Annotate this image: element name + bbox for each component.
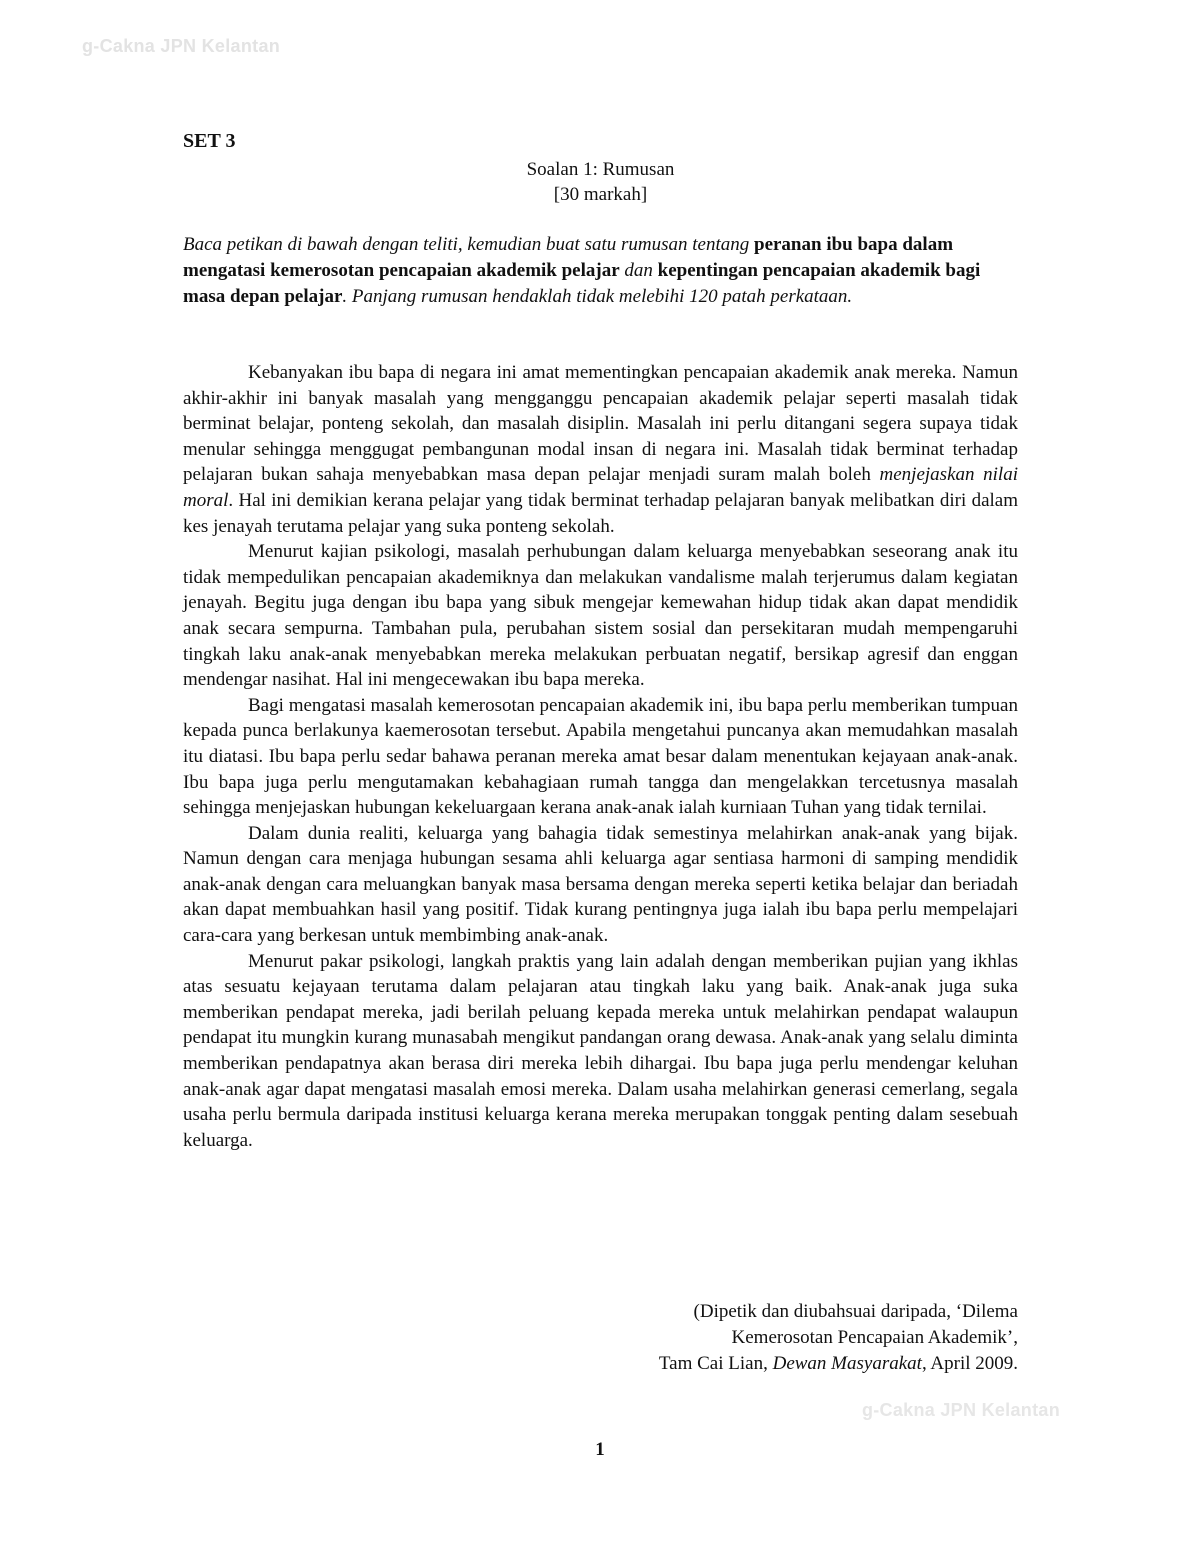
question-marks: [30 markah] bbox=[553, 184, 648, 205]
citation-line-2: Kemerosotan Pencapaian Akademik’, bbox=[731, 1327, 1018, 1348]
instruction-part3: dan bbox=[619, 260, 658, 281]
passage-p1-b: . Hal ini demikian kerana pelajar yang tidak berminat terhadap pelajaran banyak melibatkan diri dalam kes jenayah terutama pelajar yang suka ponteng sekolah. bbox=[183, 489, 1018, 537]
passage-paragraph-3: Bagi mengatasi masalah kemerosotan pencapaian akademik ini, ibu bapa perlu memberikan tumpuan kepada punca berlakunya kaemerosotan tersebut. Apabila mengetahui puncanya akan memudahkan masalah itu diatasi. Ibu bapa perlu sedar bahawa peranan mereka amat besar dalam menentukan kejayaan anak-anak. Ibu bapa juga perlu mengutamakan kebahagiaan rumah tangga dan mengelakkan tercetusnya masalah sehingga menjejaskan hubungan kekeluargaan kerana anak-anak ialah kurniaan Tuhan yang tidak ternilai. bbox=[183, 694, 1018, 819]
citation-line-3 bbox=[520, 1351, 1018, 1377]
question-header bbox=[183, 157, 1018, 207]
citation-author: Tam Cai Lian, bbox=[658, 1353, 773, 1374]
instruction-part1: Baca petikan di bawah dengan teliti, kemudian buat satu rumusan tentang bbox=[183, 234, 754, 255]
passage-paragraph-2: Menurut kajian psikologi, masalah perhubungan dalam keluarga menyebabkan seseorang anak itu tidak mempedulikan pencapaian akademiknya dan melakukan vandalisme malah terjerumus dalam kegiatan jenayah. Begitu juga dengan ibu bapa yang sibuk mengejar kemewahan hidup tidak akan dapat mendidik anak secara sempurna. Tambahan pula, perubahan sistem sosial dan persekitaran mudah mempengaruhi tingkah laku anak-anak menyebabkan mereka melakukan perbuatan negatif, bersikap agresif dan enggan mendengar nasihat. Hal ini mengecewakan ibu bapa mereka. bbox=[183, 541, 1018, 691]
passage-p1-emphasis: menjejaskan nilai moral bbox=[183, 464, 1018, 511]
instruction-part5: . Panjang rumusan hendaklah tidak melebihi 120 patah perkataan. bbox=[342, 286, 853, 307]
citation-date: , April 2009. bbox=[921, 1353, 1018, 1374]
instruction-topic2: kepentingan pencapaian akademik bagi masa depan pelajar bbox=[183, 260, 981, 307]
citation-line-1: (Dipetik dan diubahsuai daripada, ‘Dilema bbox=[693, 1301, 1018, 1322]
instruction bbox=[183, 232, 1018, 310]
question-title: Soalan 1: Rumusan bbox=[526, 159, 675, 180]
citation bbox=[520, 1299, 1018, 1377]
passage-paragraph-4: Dalam dunia realiti, keluarga yang bahagia tidak semestinya melahirkan anak-anak yang bijak. Namun dengan cara menjaga hubungan sesama ahli keluarga agar sentiasa harmoni di samping mendidik anak-anak dengan cara meluangkan banyak masa bersama dengan mereka seperti ketika belajar dan beriadah akan dapat membuahkan hasil yang positif. Tidak kurang pentingnya juga ialah ibu bapa perlu mempelajari cara-cara yang berkesan untuk membimbing anak-anak. bbox=[183, 822, 1018, 947]
passage bbox=[183, 360, 1018, 1153]
set-label: SET 3 bbox=[183, 130, 236, 152]
passage-paragraph-1 bbox=[183, 360, 1018, 539]
watermark-top: g-Cakna JPN Kelantan bbox=[82, 36, 281, 56]
passage-p1-a: Kebanyakan ibu bapa di negara ini amat mementingkan pencapaian akademik anak mereka. Namun akhir-akhir ini banyak masalah yang mengganggu pencapaian akademik pelajar seperti masalah tidak berminat belajar, ponteng sekolah, dan masalah disiplin. Masalah ini perlu ditangani segera supaya tidak menular sehingga menggugat pembangunan modal insan di negara ini. Masalah tidak berminat terhadap pelajaran bukan sahaja menyebabkan masa depan pelajar menjadi suram malah boleh bbox=[183, 362, 1018, 486]
instruction-topic1: peranan ibu bapa dalam mengatasi kemerosotan pencapaian akademik pelajar bbox=[183, 234, 954, 281]
page-number: 1 bbox=[595, 1439, 605, 1460]
passage-paragraph-5: Menurut pakar psikologi, langkah praktis yang lain adalah dengan memberikan pujian yang ikhlas atas sesuatu kejayaan terutama dalam pelajaran atau tingkah laku yang baik. Anak-anak juga suka memberikan pendapat mereka, jadi berilah peluang kepada mereka untuk melahirkan pendapat walaupun pendapat itu mungkin kurang munasabah mengikut pandangan orang dewasa. Anak-anak yang selalu diminta memberikan pendapatnya akan berasa diri mereka lebih dihargai. Ibu bapa juga perlu mendengar keluhan anak-anak agar dapat mengatasi masalah emosi mereka. Dalam usaha melahirkan generasi cemerlang, segala usaha perlu bermula daripada institusi keluarga kerana mereka merupakan tonggak penting dalam sesebuah keluarga. bbox=[183, 950, 1018, 1151]
watermark-bottom: g-Cakna JPN Kelantan bbox=[861, 1400, 1060, 1420]
citation-publication: Dewan Masyarakat bbox=[772, 1353, 922, 1374]
